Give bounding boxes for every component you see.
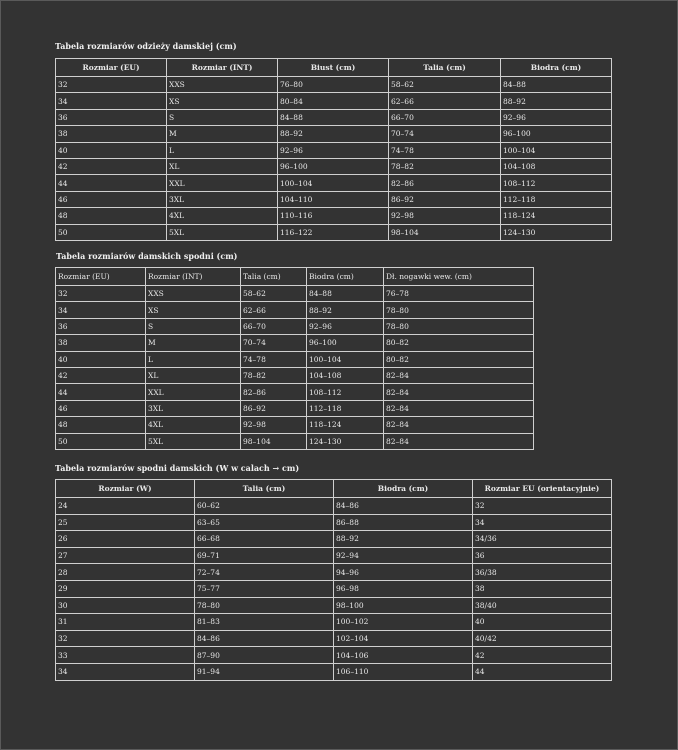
table-cell: 29 [56, 580, 195, 597]
table-cell: 5XL [167, 224, 278, 240]
table-cell: 94–96 [334, 564, 473, 581]
table-cell: 82–86 [389, 175, 501, 191]
table-cell: 100–102 [334, 614, 473, 631]
table-cell: L [146, 351, 241, 367]
table-cell: 78–80 [384, 302, 534, 318]
table-row [56, 384, 534, 400]
table-cell: 36/38 [473, 564, 612, 581]
table-cell: 86–92 [389, 191, 501, 207]
table-cell: 104–108 [501, 158, 612, 174]
table-cell: 91–94 [195, 663, 334, 680]
table-cell: 48 [56, 417, 146, 433]
table-cell: 36 [473, 547, 612, 564]
table-cell: 96–100 [307, 335, 384, 351]
table-cell: 86–88 [334, 514, 473, 531]
table-cell: 92–98 [241, 417, 307, 433]
table-cell: 87–90 [195, 647, 334, 664]
table-row [56, 547, 612, 564]
table-cell: 76–78 [384, 286, 534, 302]
table-cell: 92–94 [334, 547, 473, 564]
table-row [56, 647, 612, 664]
table-cell: 98–104 [389, 224, 501, 240]
table-row [56, 318, 534, 334]
table-cell: 108–112 [501, 175, 612, 191]
table-cell: 96–100 [278, 158, 389, 174]
table-row [56, 663, 612, 680]
header-cell: Rozmiar (EU) [56, 268, 146, 286]
table-row [56, 286, 534, 302]
table-cell: 78–82 [389, 158, 501, 174]
table-cell: 100–104 [278, 175, 389, 191]
table-cell: M [167, 126, 278, 142]
table-header-row [56, 59, 612, 77]
table-cell: 110–116 [278, 208, 389, 224]
table-cell: 76–80 [278, 77, 389, 93]
table-cell: 36 [56, 318, 146, 334]
table-cell: 92–96 [307, 318, 384, 334]
table-cell: 27 [56, 547, 195, 564]
table-cell: 40/42 [473, 630, 612, 647]
table-cell: 66–70 [389, 109, 501, 125]
table-cell: 66–68 [195, 531, 334, 548]
table-cell: 34 [56, 663, 195, 680]
table-header-row [56, 268, 534, 286]
table-cell: 116–122 [278, 224, 389, 240]
table-cell: 32 [473, 498, 612, 515]
table-cell: 38/40 [473, 597, 612, 614]
table-cell: 48 [56, 208, 167, 224]
table-cell: 96–100 [501, 126, 612, 142]
table-row [56, 400, 534, 416]
table-cell: 44 [473, 663, 612, 680]
table-cell: 108–112 [307, 384, 384, 400]
table-cell: 84–86 [195, 630, 334, 647]
table-cell: XS [167, 93, 278, 109]
table-cell: 5XL [146, 433, 241, 449]
table-row [56, 126, 612, 142]
table-cell: 74–78 [241, 351, 307, 367]
table-row [56, 580, 612, 597]
header-cell: Talia (cm) [389, 59, 501, 77]
table-cell: 66–70 [241, 318, 307, 334]
table-cell: 81–83 [195, 614, 334, 631]
table-cell: XXL [146, 384, 241, 400]
table-cell: 3XL [167, 191, 278, 207]
table-cell: 46 [56, 400, 146, 416]
womens-clothing-size-table [55, 58, 612, 241]
table-cell: 40 [56, 351, 146, 367]
table-header-row [56, 480, 612, 498]
table-cell: 74–78 [389, 142, 501, 158]
table-row [56, 208, 612, 224]
table-cell: 80–82 [384, 351, 534, 367]
table-cell: 38 [56, 335, 146, 351]
table-cell: XL [146, 367, 241, 383]
table-cell: 118–124 [501, 208, 612, 224]
table-cell: 3XL [146, 400, 241, 416]
table-cell: 100–104 [501, 142, 612, 158]
table-row [56, 77, 612, 93]
table-cell: 78–80 [384, 318, 534, 334]
table-cell: 40 [473, 614, 612, 631]
table-cell: 124–130 [501, 224, 612, 240]
table-row [56, 597, 612, 614]
table-row [56, 531, 612, 548]
table-cell: 92–96 [278, 142, 389, 158]
table-cell: 58–62 [241, 286, 307, 302]
header-cell: Talia (cm) [195, 480, 334, 498]
table-row [56, 417, 534, 433]
table-cell: 104–108 [307, 367, 384, 383]
table-row [56, 433, 534, 449]
table-cell: 84–88 [278, 109, 389, 125]
table-cell: 112–118 [307, 400, 384, 416]
table-cell: XXS [167, 77, 278, 93]
table-row [56, 498, 612, 515]
table-cell: 4XL [167, 208, 278, 224]
table-cell: 75–77 [195, 580, 334, 597]
table-cell: 100–104 [307, 351, 384, 367]
table-cell: 96–98 [334, 580, 473, 597]
table-cell: 46 [56, 191, 167, 207]
table-cell: 38 [56, 126, 167, 142]
table-cell: 34 [56, 93, 167, 109]
table-cell: 50 [56, 433, 146, 449]
table-cell: 32 [56, 77, 167, 93]
table-row [56, 109, 612, 125]
table-cell: 34 [56, 302, 146, 318]
table-cell: 88–92 [278, 126, 389, 142]
table-cell: 34/36 [473, 531, 612, 548]
table-cell: 72–74 [195, 564, 334, 581]
table-cell: 60–62 [195, 498, 334, 515]
header-cell: Rozmiar EU (orientacyjnie) [473, 480, 612, 498]
table-cell: 4XL [146, 417, 241, 433]
table-cell: 70–74 [389, 126, 501, 142]
table-cell: 33 [56, 647, 195, 664]
header-cell: Biust (cm) [278, 59, 389, 77]
table-cell: 82–84 [384, 417, 534, 433]
table-row [56, 614, 612, 631]
table-cell: 98–104 [241, 433, 307, 449]
table-cell: 32 [56, 630, 195, 647]
table-row [56, 514, 612, 531]
table-cell: 50 [56, 224, 167, 240]
header-cell: Biodra (cm) [334, 480, 473, 498]
table-cell: 84–88 [307, 286, 384, 302]
table-body [56, 286, 534, 450]
table-cell: 92–96 [501, 109, 612, 125]
table-cell: 42 [56, 158, 167, 174]
table-cell: 82–84 [384, 384, 534, 400]
table-cell: 112–118 [501, 191, 612, 207]
table-row [56, 158, 612, 174]
header-cell: Biodra (cm) [307, 268, 384, 286]
womens-trousers-size-table [55, 267, 534, 450]
table-cell: 82–86 [241, 384, 307, 400]
table-cell: 69–71 [195, 547, 334, 564]
table-cell: 31 [56, 614, 195, 631]
table-cell: 42 [56, 367, 146, 383]
table-row [56, 93, 612, 109]
table-cell: 88–92 [501, 93, 612, 109]
womens-trousers-size-title: Tabela rozmiarów damskich spodni (cm) [56, 251, 238, 261]
header-cell: Rozmiar (W) [56, 480, 195, 498]
table-cell: 62–66 [241, 302, 307, 318]
table-row [56, 224, 612, 240]
table-cell: 104–106 [334, 647, 473, 664]
table-cell: 80–82 [384, 335, 534, 351]
table-cell: 118–124 [307, 417, 384, 433]
table-row [56, 142, 612, 158]
table-row [56, 302, 534, 318]
womens-trousers-inches-title: Tabela rozmiarów spodni damskich (W w calach → cm) [55, 463, 300, 473]
table-cell: 98–100 [334, 597, 473, 614]
table-cell: 124–130 [307, 433, 384, 449]
table-row [56, 351, 534, 367]
table-cell: 82–84 [384, 433, 534, 449]
table-row [56, 175, 612, 191]
table-cell: 40 [56, 142, 167, 158]
header-cell: Rozmiar (INT) [167, 59, 278, 77]
table-cell: 78–82 [241, 367, 307, 383]
table-row [56, 564, 612, 581]
table-cell: 58–62 [389, 77, 501, 93]
table-cell: 30 [56, 597, 195, 614]
table-row [56, 191, 612, 207]
table-cell: 106–110 [334, 663, 473, 680]
table-cell: 44 [56, 175, 167, 191]
table-cell: 92–98 [389, 208, 501, 224]
table-cell: 63–65 [195, 514, 334, 531]
table-cell: 42 [473, 647, 612, 664]
table-cell: XL [167, 158, 278, 174]
table-cell: 88–92 [334, 531, 473, 548]
table-cell: 36 [56, 109, 167, 125]
header-cell: Biodra (cm) [501, 59, 612, 77]
table-cell: 82–84 [384, 367, 534, 383]
table-body [56, 77, 612, 241]
table-cell: 62–66 [389, 93, 501, 109]
table-cell: 32 [56, 286, 146, 302]
table-cell: 86–92 [241, 400, 307, 416]
table-cell: M [146, 335, 241, 351]
table-cell: 25 [56, 514, 195, 531]
header-cell: Dł. nogawki wew. (cm) [384, 268, 534, 286]
table-row [56, 335, 534, 351]
table-row [56, 367, 534, 383]
table-cell: 26 [56, 531, 195, 548]
table-cell: 34 [473, 514, 612, 531]
header-cell: Talia (cm) [241, 268, 307, 286]
header-cell: Rozmiar (INT) [146, 268, 241, 286]
table-cell: 24 [56, 498, 195, 515]
table-cell: 78–80 [195, 597, 334, 614]
table-cell: 102–104 [334, 630, 473, 647]
table-cell: 80–84 [278, 93, 389, 109]
table-cell: XS [146, 302, 241, 318]
table-cell: 70–74 [241, 335, 307, 351]
table-row [56, 630, 612, 647]
table-cell: 82–84 [384, 400, 534, 416]
womens-trousers-inches-table [55, 479, 612, 681]
table-cell: S [167, 109, 278, 125]
table-cell: 44 [56, 384, 146, 400]
table-cell: XXL [167, 175, 278, 191]
header-cell: Rozmiar (EU) [56, 59, 167, 77]
table-body [56, 498, 612, 681]
table-cell: S [146, 318, 241, 334]
womens-clothing-size-title: Tabela rozmiarów odzieży damskiej (cm) [55, 41, 237, 51]
table-cell: 84–86 [334, 498, 473, 515]
table-cell: 28 [56, 564, 195, 581]
table-cell: 104–110 [278, 191, 389, 207]
table-cell: 84–88 [501, 77, 612, 93]
table-cell: 38 [473, 580, 612, 597]
table-cell: L [167, 142, 278, 158]
table-cell: 88–92 [307, 302, 384, 318]
table-cell: XXS [146, 286, 241, 302]
